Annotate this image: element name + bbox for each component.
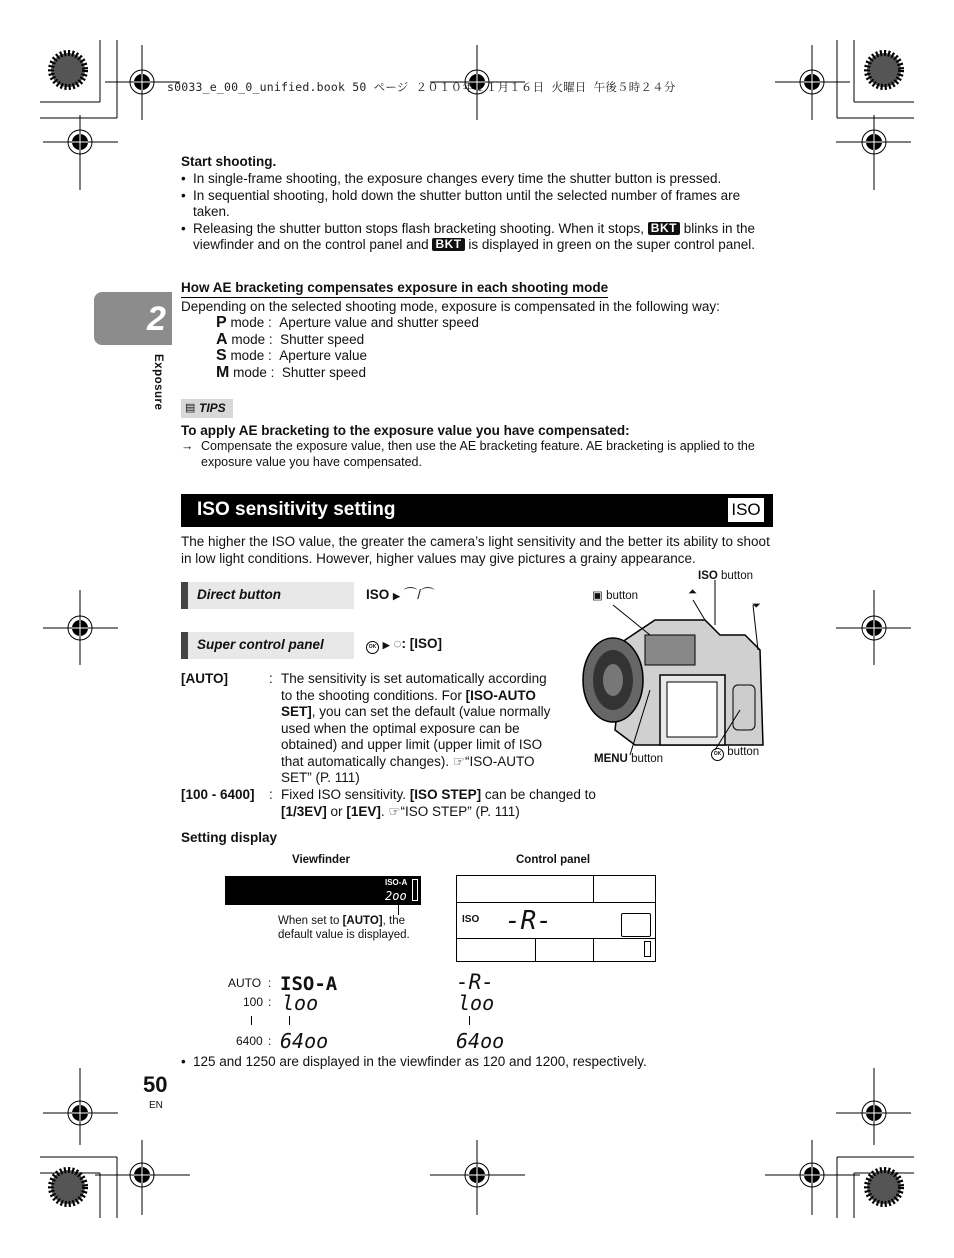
ae-mode-table — [216, 315, 479, 381]
cp-symbol: loo — [458, 991, 495, 1015]
iso-icon: ISO — [728, 498, 764, 522]
row-label: 100 — [243, 995, 264, 1009]
list-item: • In single-frame shooting, the exposure changes every time the shutter button is pressed. — [181, 171, 773, 188]
section-header — [181, 494, 773, 527]
ok-button-label: OK button — [711, 746, 759, 761]
bracket-icons: ⌒/⌒ — [403, 587, 435, 602]
range-desc: Fixed ISO sensitivity. [ISO STEP] can be changed to [1/3EV] or [1EV]. ☞“ISO STEP” (P. 111) — [281, 787, 596, 819]
mode-row: M mode : Shutter speed — [216, 363, 366, 381]
range-key: [100 - 6400] — [181, 787, 255, 802]
super-panel-value: OK ▶ ◌: [ISO] — [366, 636, 442, 654]
ae-heading: How AE bracketing compensates exposure in each shooting mode — [181, 280, 608, 298]
af-icon: ▣ — [592, 590, 603, 602]
chapter-label: Exposure — [152, 354, 164, 411]
iso-intro: The higher the ISO value, the greater the camera’s light sensitivity and the better its ability to shoot in low light conditions. However, higher values may give pictures a grainy appearance. — [181, 534, 770, 566]
tips-body: Compensate the exposure value, then use the AE bracketing feature. AE bracketing is applied to the exposure value you have compensated. — [201, 439, 755, 469]
viewfinder-note: When set to [AUTO], the default value is displayed. — [278, 915, 410, 941]
battery-icon — [412, 879, 418, 901]
setting-display-heading: Setting display — [181, 830, 278, 845]
cp-box — [621, 913, 651, 937]
list-item: • Releasing the shutter button stops flash bracketing shooting. When it stops, BKT blinks in the viewfinder and on the control panel and BKT is displayed in green on the super control panel. — [181, 221, 773, 254]
tips-heading: To apply AE bracketing to the exposure value you have compensated: — [181, 423, 630, 438]
bracket-up-icon: ⏶ — [688, 586, 697, 598]
list-item: • 125 and 1250 are displayed in the viewfinder as 120 and 1200, respectively. — [181, 1054, 776, 1071]
direct-button-value: ISO ▶ ⌒/⌒ — [366, 587, 435, 602]
iso-button-label: ISO button — [698, 570, 753, 582]
auto-key: [AUTO] — [181, 671, 228, 686]
cp-symbol: 64oo — [456, 1029, 505, 1053]
bracket-down-icon: ⏷ — [752, 600, 761, 612]
vf-iso-text: ISO-A — [385, 878, 408, 887]
cp-symbol: -R- — [456, 970, 494, 994]
super-panel-label: Super control panel — [181, 632, 354, 659]
dial-icon: ◌ — [393, 636, 402, 651]
language-code: EN — [149, 1100, 163, 1111]
ok-icon: OK — [711, 748, 724, 761]
page-ref-icon: ☞ — [388, 803, 401, 819]
control-panel-display — [456, 875, 656, 962]
chapter-number: 2 — [147, 300, 166, 338]
battery-icon — [644, 941, 651, 957]
bkt-icon: BKT — [432, 238, 464, 251]
start-shooting-heading: Start shooting. — [181, 154, 277, 169]
arrow-icon: → — [181, 439, 194, 453]
row-label: AUTO — [228, 976, 262, 990]
page-number: 50 — [143, 1072, 168, 1097]
vf-symbol: 64oo — [280, 1029, 329, 1053]
start-shooting-list — [181, 171, 773, 254]
viewfinder-display — [225, 876, 421, 905]
tips-badge: ▤ TIPS — [181, 399, 233, 418]
vf-symbol: loo — [282, 991, 319, 1015]
section-title: ISO sensitivity setting — [197, 499, 396, 520]
bkt-icon: BKT — [648, 222, 680, 235]
cp-iso-label: ISO — [462, 914, 480, 925]
arrow-right-icon: ▶ — [382, 640, 390, 650]
vf-symbol: ISO-A — [280, 973, 338, 995]
viewfinder-label: Viewfinder — [292, 854, 350, 866]
ok-icon: OK — [366, 641, 379, 654]
cp-value: -R- — [505, 906, 552, 936]
camera-illustration — [575, 580, 775, 770]
list-item: • In sequential shooting, hold down the shutter button until the selected number of frames are taken. — [181, 188, 773, 221]
vf-value: 2oo — [385, 889, 407, 903]
auto-desc: The sensitivity is set automatically according to the shooting conditions. For [ISO-AUTO SET], you can set the default (value normally used when the optimal exposure can be obtained) and upper limit (upper limit of ISO that automatically changes). ☞“ISO-AUTO SET” (P. 111) — [281, 671, 551, 785]
tips-icon: ▤ — [185, 402, 196, 414]
mode-row: A mode : Shutter speed — [216, 330, 365, 348]
af-button-label: ▣ button — [592, 590, 639, 602]
direct-button-label: Direct button — [181, 582, 354, 609]
menu-button-label: MENU button — [594, 753, 664, 765]
mode-row: P mode : Aperture value and shutter speed — [216, 314, 479, 331]
footnote — [181, 1054, 776, 1071]
control-panel-label: Control panel — [516, 854, 591, 866]
page-ref-icon: ☞ — [452, 753, 465, 769]
row-label: 6400 — [236, 1034, 263, 1048]
arrow-right-icon: ▶ — [393, 591, 400, 601]
print-header: s0033_e_00_0_unified.book 50 ページ ２０１０年１１月１６日 火曜日 午後５時２４分 — [167, 80, 676, 94]
mode-row: S mode : Aperture value — [216, 347, 368, 364]
ae-intro: Depending on the selected shooting mode, exposure is compensated in the following way: — [181, 299, 720, 314]
